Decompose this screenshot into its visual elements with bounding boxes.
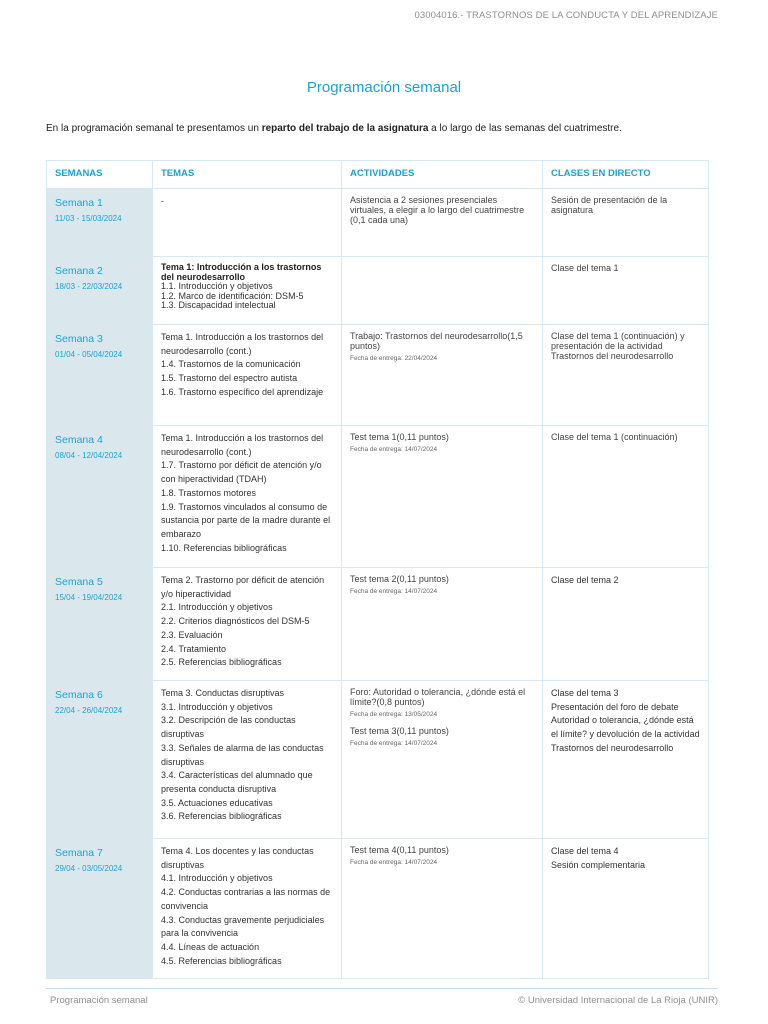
topic-line: 1.5. Trastorno del espectro autista	[161, 373, 298, 384]
live-class-line: Clase del tema 1 (continuación) y presentación de la actividad Trastornos del neurodesarrollo	[551, 331, 685, 361]
table-row	[47, 839, 709, 979]
week-cell	[47, 568, 153, 681]
live-class-line: Sesión de presentación de la asignatura	[551, 195, 668, 215]
activity-due-date: Fecha de entrega: 14/07/2024	[350, 740, 438, 747]
activity-due-date: Fecha de entrega: 14/07/2024	[350, 588, 438, 595]
week-cell	[47, 325, 153, 426]
column-header-live-classes: CLASES EN DIRECTO	[543, 161, 709, 189]
topic-line: 1.9. Trastornos vinculados al consumo de sustancia por parte de la madre durante el embarazo	[161, 501, 331, 539]
footer-section-title: Programación semanal	[50, 995, 148, 1006]
week-name: Semana 1	[55, 197, 103, 209]
topics-cell	[153, 426, 342, 568]
table-row	[47, 426, 709, 568]
activity-due-date: Fecha de entrega: 22/04/2024	[350, 355, 438, 362]
live-class-line: Sesión complementaria	[551, 859, 646, 870]
week-name: Semana 4	[55, 434, 103, 446]
activity-text: Test tema 1(0,11 puntos)	[350, 432, 449, 442]
topic-line: 4.5. Referencias bibliográficas	[161, 955, 282, 966]
live-classes-cell	[543, 325, 709, 426]
week-dates: 22/04 - 26/04/2024	[55, 706, 123, 715]
topic-line: 2.1. Introducción y objetivos	[161, 602, 273, 613]
column-header-topics: TEMAS	[153, 161, 342, 189]
topic-line: 1.10. Referencias bibliográficas	[161, 542, 287, 553]
week-dates: 18/03 - 22/03/2024	[55, 282, 123, 291]
activity-text: Asistencia a 2 sesiones presenciales virtuales, a elegir a lo largo del cuatrimestre	[350, 195, 525, 215]
topic-line: 1.4. Trastornos de la comunicación	[161, 359, 301, 370]
week-dates: 01/04 - 05/04/2024	[55, 350, 123, 359]
topics-cell	[153, 325, 342, 426]
topic-line: Tema 1: Introducción a los trastornos del neurodesarrollo	[161, 262, 322, 282]
activities-cell	[342, 568, 543, 681]
week-cell	[47, 189, 153, 257]
topic-line: 1.8. Trastornos motores	[161, 487, 257, 498]
live-classes-cell	[543, 426, 709, 568]
live-classes-cell	[543, 681, 709, 839]
footer-divider	[46, 988, 718, 989]
activities-cell	[342, 426, 543, 568]
week-name: Semana 6	[55, 689, 103, 701]
activity-text: Test tema 2(0,11 puntos)	[350, 574, 449, 584]
topic-line: 3.1. Introducción y objetivos	[161, 701, 273, 712]
topic-line: 1.6. Trastorno específico del aprendizaje	[161, 386, 324, 397]
activity-due-date: Fecha de entrega: 14/07/2024	[350, 446, 438, 453]
column-header-activities: ACTIVIDADES	[342, 161, 543, 189]
week-dates: 15/04 - 19/04/2024	[55, 593, 123, 602]
live-class-line: Clase del tema 1	[551, 263, 619, 273]
topic-line: 1.2. Marco de identificación: DSM-5	[161, 290, 304, 301]
activities-cell	[342, 189, 543, 257]
topic-line: 3.4. Características del alumnado que presenta conducta disruptiva	[161, 770, 313, 794]
activities-cell	[342, 257, 543, 325]
intro-text-start: En la programación semanal te presentamos un	[46, 123, 262, 134]
topic-line: Tema 2. Trastorno por déficit de atención y/o hiperactividad	[161, 575, 325, 599]
week-cell	[47, 426, 153, 568]
topic-line: 4.1. Introducción y objetivos	[161, 873, 273, 884]
week-dates: 29/04 - 03/05/2024	[55, 864, 123, 873]
week-name: Semana 3	[55, 333, 103, 345]
topic-line: 4.3. Conductas gravemente perjudiciales para la convivencia	[161, 914, 325, 939]
live-class-line: Clase del tema 4	[551, 846, 619, 856]
activity-text: Trabajo: Trastornos del neurodesarrollo(1,5 puntos)	[350, 331, 523, 351]
live-class-line: Clase del tema 2	[551, 575, 619, 585]
topic-line: Tema 1. Introducción a los trastornos del neurodesarrollo (cont.)	[161, 332, 324, 356]
table-row	[47, 257, 709, 325]
live-classes-cell	[543, 568, 709, 681]
table-row	[47, 681, 709, 839]
activity-text: Test tema 4(0,11 puntos)	[350, 845, 449, 855]
footer-copyright: © Universidad Internacional de La Rioja (UNIR)	[518, 995, 718, 1006]
activity-text: Foro: Autoridad o tolerancia, ¿dónde está el límite?(0,8 puntos)	[350, 687, 526, 707]
topics-cell	[153, 189, 342, 257]
live-classes-cell	[543, 189, 709, 257]
topic-line: 3.6. Referencias bibliográficas	[161, 811, 282, 822]
table-header-row	[47, 161, 709, 189]
topic-line: Tema 4. Los docentes y las conductas disruptivas	[161, 846, 314, 870]
topic-line: 3.5. Actuaciones educativas	[161, 797, 273, 808]
live-classes-cell	[543, 257, 709, 325]
topic-line: 1.7. Trastorno por déficit de atención y/o con hiperactividad (TDAH)	[161, 460, 322, 485]
topics-cell	[153, 681, 342, 839]
activities-cell	[342, 681, 543, 839]
live-class-line: Presentación del foro de debate Autoridad o tolerancia, ¿dónde está el límite? y devolución de la actividad Trastornos del neurodesarrollo	[551, 701, 700, 753]
table-row	[47, 189, 709, 257]
topic-line: 4.2. Conductas contrarias a las normas de convivencia	[161, 887, 331, 911]
topic-line: 1.3. Discapacidad intelectual	[161, 300, 276, 311]
week-cell	[47, 839, 153, 979]
activity-text: Test tema 3(0,11 puntos)	[350, 726, 449, 736]
week-cell	[47, 257, 153, 325]
topic-line: 4.4. Líneas de actuación	[161, 941, 260, 952]
week-cell	[47, 681, 153, 839]
live-class-line: Clase del tema 1 (continuación)	[551, 432, 678, 442]
week-name: Semana 5	[55, 576, 103, 588]
activity-due-date: Fecha de entrega: 13/05/2024	[350, 711, 438, 718]
topic-line: 1.1. Introducción y objetivos	[161, 281, 273, 292]
week-dates: 11/03 - 15/03/2024	[55, 214, 122, 223]
column-header-weeks: SEMANAS	[47, 161, 153, 189]
topics-cell	[153, 839, 342, 979]
page-title: Programación semanal	[306, 79, 462, 96]
course-header: 03004016.- TRASTORNOS DE LA CONDUCTA Y DEL APRENDIZAJE	[414, 10, 718, 21]
weekly-schedule-table	[46, 160, 709, 979]
intro-paragraph	[46, 123, 726, 134]
topics-cell	[153, 257, 342, 325]
table-row	[47, 325, 709, 426]
topic-line: 2.3. Evaluación	[161, 629, 223, 640]
topic-line: Tema 1. Introducción a los trastornos del neurodesarrollo (cont.)	[161, 433, 324, 457]
intro-text-end: a lo largo de las semanas del cuatrimestre.	[428, 123, 622, 134]
topics-cell	[153, 568, 342, 681]
intro-text-bold: reparto del trabajo de la asignatura	[261, 123, 429, 134]
activities-cell	[342, 839, 543, 979]
week-dates: 08/04 - 12/04/2024	[55, 451, 123, 460]
topic-line: 3.3. Señales de alarma de las conductas disruptivas	[161, 742, 324, 767]
topic-line: 2.4. Tratamiento	[161, 643, 227, 654]
live-classes-cell	[543, 839, 709, 979]
topic-line: 2.5. Referencias bibliográficas	[161, 657, 282, 668]
table-row	[47, 568, 709, 681]
topic-line: -	[161, 196, 164, 206]
topic-line: Tema 3. Conductas disruptivas	[161, 688, 285, 698]
topic-line: 3.2. Descripción de las conductas disruptivas	[161, 715, 296, 740]
live-class-line: Clase del tema 3	[551, 688, 619, 698]
week-name: Semana 2	[55, 265, 103, 277]
week-name: Semana 7	[55, 847, 103, 859]
activity-due-date: Fecha de entrega: 14/07/2024	[350, 859, 438, 866]
topic-line: 2.2. Criterios diagnósticos del DSM-5	[161, 616, 310, 627]
activity-text: (0,1 cada una)	[350, 215, 409, 225]
activities-cell	[342, 325, 543, 426]
